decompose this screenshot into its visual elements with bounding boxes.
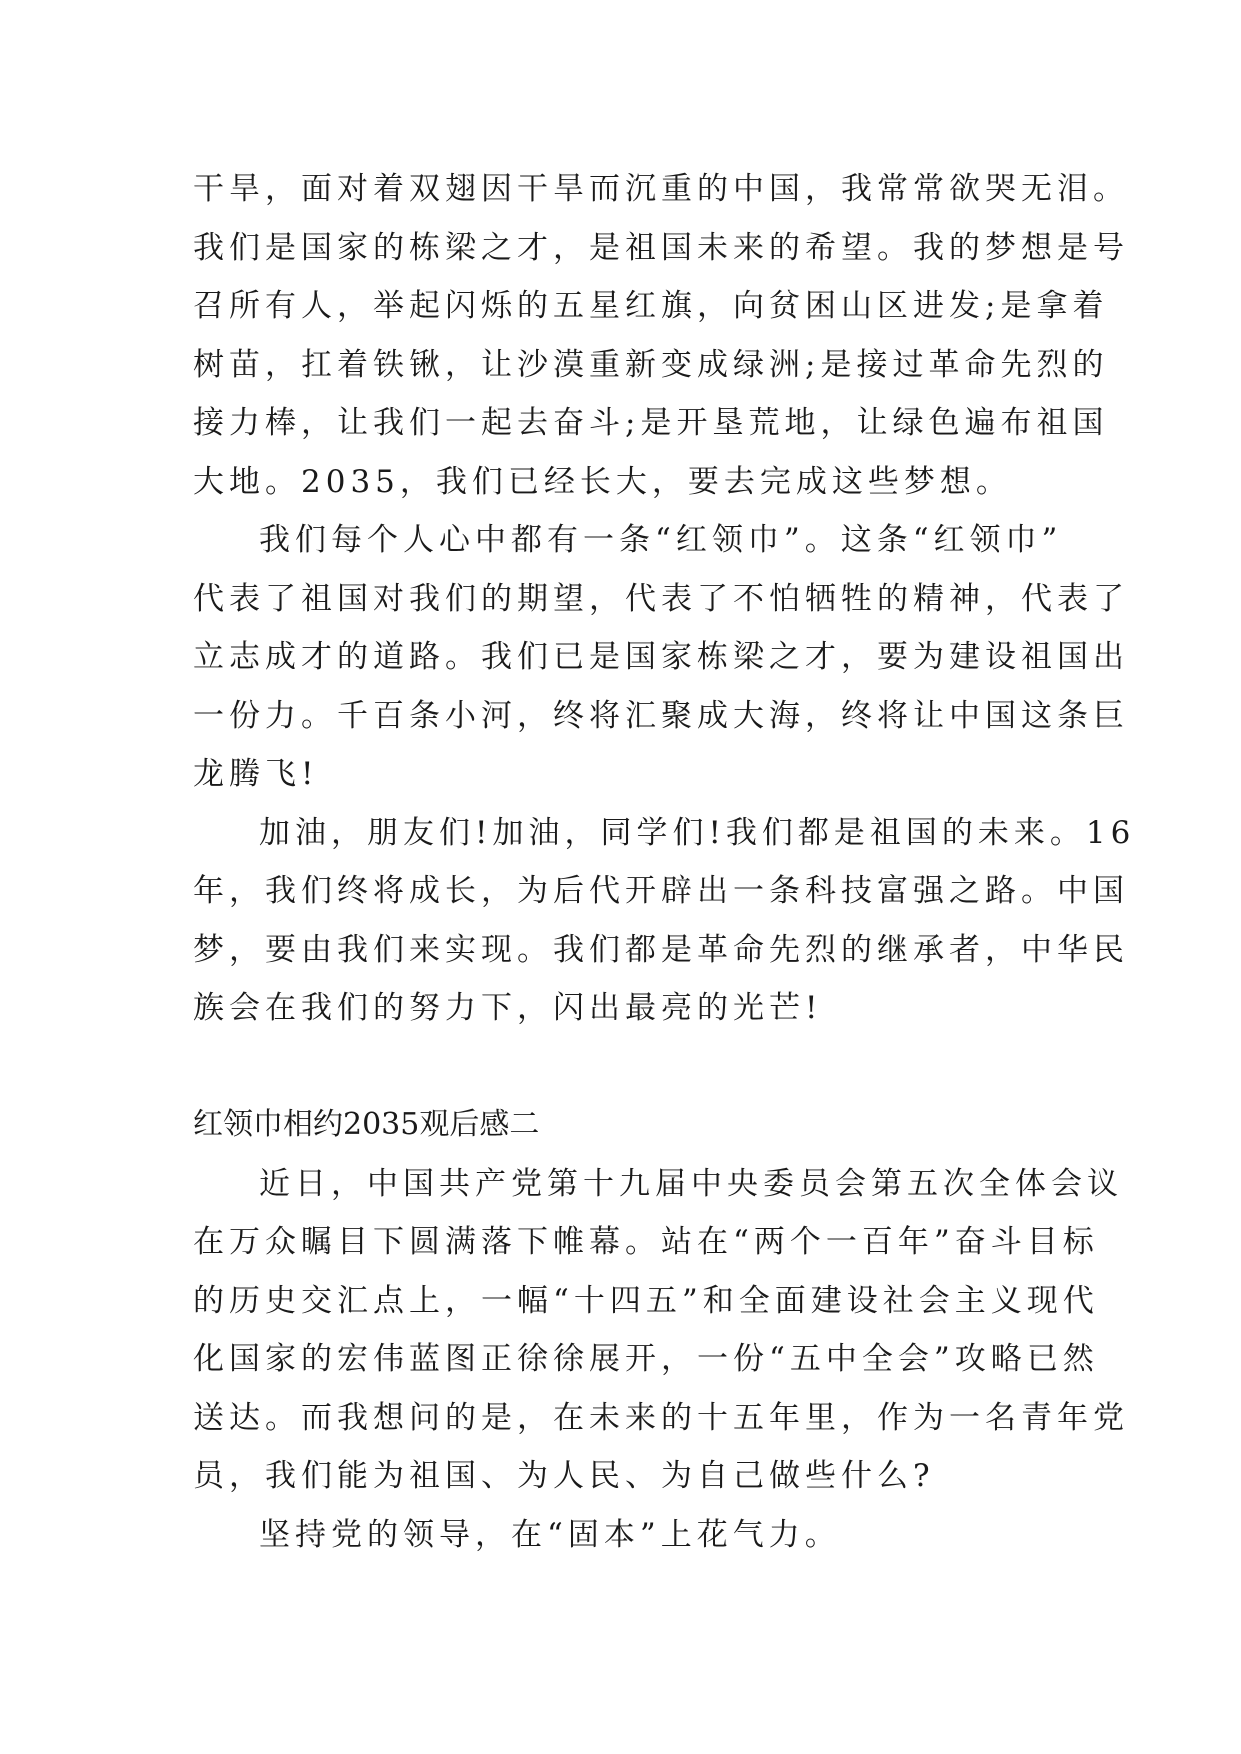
paragraph <box>193 804 1136 1038</box>
text-line: 接力棒，让我们一起去奋斗;是开垦荒地，让绿色遍布祖国 <box>193 405 1109 441</box>
text-line: 在万众瞩目下圆满落下帷幕。站在“两个一百年”奋斗目标 <box>193 1224 1099 1260</box>
paragraph <box>193 160 1129 511</box>
text-line: 一份力。千百条小河，终将汇聚成大海，终将让中国这条巨 <box>193 697 1129 734</box>
text-line: 龙腾飞! <box>193 756 319 792</box>
text-line: 大地。2035，我们已经长大，要去完成这些梦想。 <box>193 463 1012 500</box>
paragraph <box>193 1506 1055 1565</box>
text-line: 化国家的宏伟蓝图正徐徐展开，一份“五中全会”攻略已然 <box>193 1341 1099 1377</box>
text-line: 梦，要由我们来实现。我们都是革命先烈的继承者，中华民 <box>193 931 1129 968</box>
text-line: 加油，朋友们!加油，同学们!我们都是祖国的未来。16 <box>259 814 1136 851</box>
text-line: 年，我们终将成长，为后代开辟出一条科技富强之路。中国 <box>193 873 1129 909</box>
text-line: 召所有人，举起闪烁的五星红旗，向贫困山区进发;是拿着 <box>193 288 1109 324</box>
text-line: 我们是国家的栋梁之才，是祖国未来的希望。我的梦想是号 <box>193 229 1129 266</box>
text-line: 员，我们能为祖国、为人民、为自己做些什么? <box>193 1458 935 1494</box>
text-line: 树苗，扛着铁锹，让沙漠重新变成绿洲;是接过革命先烈的 <box>193 346 1109 383</box>
paragraph <box>193 1155 1129 1506</box>
text-line: 的历史交汇点上，一幅“十四五”和全面建设社会主义现代 <box>193 1282 1099 1319</box>
text-line: 送达。而我想问的是，在未来的十五年里，作为一名青年党 <box>193 1399 1129 1436</box>
text-line: 干旱，面对着双翅因干旱而沉重的中国，我常常欲哭无泪。 <box>193 171 1129 207</box>
paragraph <box>193 511 1129 804</box>
text-line: 立志成才的道路。我们已是国家栋梁之才，要为建设祖国出 <box>193 639 1129 675</box>
text-line: 坚持党的领导，在“固本”上花气力。 <box>259 1516 841 1553</box>
text-line: 代表了祖国对我们的期望，代表了不怕牺牲的精神，代表了 <box>193 580 1129 617</box>
document-page <box>193 160 1136 1564</box>
text-line: 近日，中国共产党第十九届中央委员会第五次全体会议 <box>259 1165 1123 1202</box>
text-line: 我们每个人心中都有一条“红领巾”。这条“红领巾” <box>259 522 1063 558</box>
text-line: 族会在我们的努力下，闪出最亮的光芒! <box>193 990 823 1026</box>
section-title: 红领巾相约2035观后感二 <box>193 1107 540 1142</box>
